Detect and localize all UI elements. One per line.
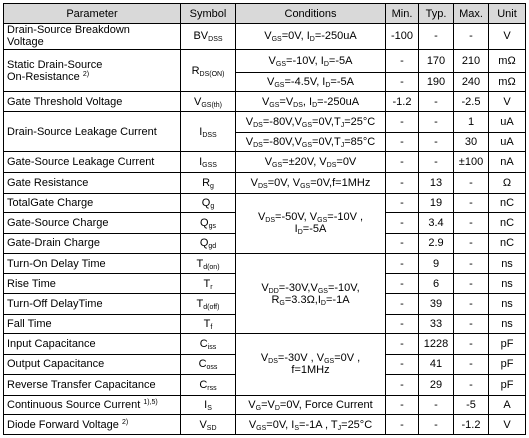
cell-symbol: $Q_{gs}$	[181, 213, 236, 234]
cell-unit: V	[489, 92, 526, 112]
table-row	[4, 253, 526, 274]
cell-typ: 9	[419, 253, 454, 274]
cell-unit: nA	[489, 152, 526, 173]
header-symbol: Symbol	[181, 4, 236, 24]
cell-conditions: $V_{DS}=0V$, $V_{GS}=0V,f=1MHz$	[236, 173, 386, 194]
cell-max: 1	[454, 111, 489, 132]
cell-unit: mΩ	[489, 49, 526, 72]
electrical-characteristics-table	[3, 3, 526, 435]
table-row	[4, 111, 526, 132]
cell-min: -	[386, 234, 419, 254]
cell-max: -	[454, 274, 489, 294]
cell-unit: nC	[489, 213, 526, 234]
cell-max: -5	[454, 395, 489, 415]
cell-parameter: Reverse Transfer Capacitance	[4, 374, 181, 395]
cell-max: -	[454, 314, 489, 334]
cell-typ: 190	[419, 72, 454, 92]
cell-typ: 13	[419, 173, 454, 194]
cell-unit: pF	[489, 334, 526, 355]
cell-parameter: Turn-On Delay Time	[4, 253, 181, 274]
cell-typ: 19	[419, 193, 454, 213]
cell-typ: 6	[419, 274, 454, 294]
cell-conditions: $V_G=V_D=0V$, Force Current	[236, 395, 386, 415]
cell-min: -1.2	[386, 92, 419, 112]
cell-symbol: $R_{DS(ON)}$	[181, 49, 236, 91]
cell-typ: -	[419, 132, 454, 152]
cell-conditions: $V_{GS}=\pm 20V$, $V_{DS}=0V$	[236, 152, 386, 173]
cell-typ: -	[419, 24, 454, 50]
cell-parameter: Diode Forward Voltage $^{2)}$	[4, 415, 181, 435]
cell-min: -	[386, 253, 419, 274]
cell-typ: -	[419, 152, 454, 173]
table-row	[4, 415, 526, 435]
cell-unit: pF	[489, 374, 526, 395]
cell-conditions: $V_{GS}=0V$, $I_D=-250uA$	[236, 24, 386, 50]
cell-parameter: Fall Time	[4, 314, 181, 334]
cell-conditions: $V_{GS}=0V$, $I_S=-1A$ , $T_J=25^\circ C$	[236, 415, 386, 435]
cell-symbol: $R_g$	[181, 173, 236, 194]
cell-max: -1.2	[454, 415, 489, 435]
cell-max: 240	[454, 72, 489, 92]
cell-unit: Ω	[489, 173, 526, 194]
cell-typ: -	[419, 395, 454, 415]
cell-symbol: $C_{rss}$	[181, 374, 236, 395]
table-row	[4, 92, 526, 112]
cell-unit: V	[489, 415, 526, 435]
header-unit: Unit	[489, 4, 526, 24]
cell-conditions: $V_{GS}=-10V$, $I_D=-5A$	[236, 49, 386, 72]
cell-unit: nC	[489, 193, 526, 213]
cell-typ: -	[419, 415, 454, 435]
cell-parameter: TotalGate Charge	[4, 193, 181, 213]
cell-parameter: Output Capacitance	[4, 355, 181, 375]
cell-max: -	[454, 374, 489, 395]
cell-typ: 39	[419, 294, 454, 315]
cell-conditions: $V_{DS}=-80V,V_{GS}=0V,T_J=25^\circ C$	[236, 111, 386, 132]
cell-parameter: Rise Time	[4, 274, 181, 294]
cell-max: ±100	[454, 152, 489, 173]
cell-parameter: Gate-Source Leakage Current	[4, 152, 181, 173]
cell-parameter: Input Capacitance	[4, 334, 181, 355]
cell-unit: ns	[489, 314, 526, 334]
cell-typ: 170	[419, 49, 454, 72]
cell-conditions: $V_{DS}=-30V$ , $V_{GS}=0V$ , f=1MHz	[236, 334, 386, 395]
cell-typ: 3.4	[419, 213, 454, 234]
cell-symbol: $T_f$	[181, 314, 236, 334]
cell-max: 210	[454, 49, 489, 72]
cell-symbol: $I_{GSS}$	[181, 152, 236, 173]
cell-typ: 1228	[419, 334, 454, 355]
cell-parameter: Drain-Source Breakdown Voltage	[4, 24, 181, 50]
cell-typ: 33	[419, 314, 454, 334]
table-body	[4, 24, 526, 435]
cell-min: -	[386, 132, 419, 152]
header-parameter: Parameter	[4, 4, 181, 24]
cell-max: -2.5	[454, 92, 489, 112]
cell-min: -	[386, 274, 419, 294]
table-row	[4, 24, 526, 50]
cell-min: -	[386, 355, 419, 375]
cell-unit: ns	[489, 294, 526, 315]
cell-typ: 2.9	[419, 234, 454, 254]
cell-typ: -	[419, 111, 454, 132]
cell-symbol: $I_S$	[181, 395, 236, 415]
cell-conditions: $V_{GS}=-4.5V$, $I_D=-5A$	[236, 72, 386, 92]
cell-unit: ns	[489, 274, 526, 294]
cell-max: 30	[454, 132, 489, 152]
cell-min: -	[386, 72, 419, 92]
cell-unit: V	[489, 24, 526, 50]
cell-parameter: Gate-Source Charge	[4, 213, 181, 234]
cell-max: -	[454, 24, 489, 50]
cell-parameter: Gate Threshold Voltage	[4, 92, 181, 112]
header-min: Min.	[386, 4, 419, 24]
cell-min: -	[386, 173, 419, 194]
cell-max: -	[454, 193, 489, 213]
cell-min: -	[386, 111, 419, 132]
cell-unit: uA	[489, 132, 526, 152]
table-row	[4, 395, 526, 415]
cell-symbol: $V_{GS(th)}$	[181, 92, 236, 112]
cell-conditions: $V_{DS}=-50V$, $V_{GS}=-10V$ , $I_D=-5A$	[236, 193, 386, 253]
cell-min: -100	[386, 24, 419, 50]
cell-unit: mΩ	[489, 72, 526, 92]
cell-conditions: $V_{DD}=-30V,V_{GS}=-10V$, $R_G=3.3\Omega,I_D=-1A$	[236, 253, 386, 334]
cell-symbol: $Q_{gd}$	[181, 234, 236, 254]
cell-conditions: $V_{GS}=V_{DS}$, $I_D=-250uA$	[236, 92, 386, 112]
cell-unit: A	[489, 395, 526, 415]
table-row	[4, 334, 526, 355]
header-typ: Typ.	[419, 4, 454, 24]
cell-parameter: Gate-Drain Charge	[4, 234, 181, 254]
cell-max: -	[454, 213, 489, 234]
cell-min: -	[386, 395, 419, 415]
cell-symbol: $T_{d(on)}$	[181, 253, 236, 274]
cell-conditions: $V_{DS}=-80V,V_{GS}=0V,T_J=85^\circ C$	[236, 132, 386, 152]
cell-symbol: $C_{oss}$	[181, 355, 236, 375]
cell-min: -	[386, 213, 419, 234]
cell-min: -	[386, 415, 419, 435]
cell-typ: 41	[419, 355, 454, 375]
cell-unit: pF	[489, 355, 526, 375]
cell-max: -	[454, 294, 489, 315]
cell-min: -	[386, 193, 419, 213]
cell-min: -	[386, 152, 419, 173]
header-max: Max.	[454, 4, 489, 24]
table-row	[4, 173, 526, 194]
cell-max: -	[454, 334, 489, 355]
cell-max: -	[454, 253, 489, 274]
cell-min: -	[386, 374, 419, 395]
table-row	[4, 193, 526, 213]
cell-symbol: $T_r$	[181, 274, 236, 294]
cell-min: -	[386, 294, 419, 315]
cell-parameter: Static Drain-Source On-Resistance $^{2)}$	[4, 49, 181, 91]
cell-symbol: $V_{SD}$	[181, 415, 236, 435]
cell-min: -	[386, 49, 419, 72]
cell-symbol: $C_{iss}$	[181, 334, 236, 355]
cell-unit: ns	[489, 253, 526, 274]
cell-parameter: Continuous Source Current $^{1),5)}$	[4, 395, 181, 415]
cell-symbol: $T_{d(off)}$	[181, 294, 236, 315]
header-conditions: Conditions	[236, 4, 386, 24]
cell-symbol: $BV_{DSS}$	[181, 24, 236, 50]
cell-min: -	[386, 314, 419, 334]
cell-min: -	[386, 334, 419, 355]
cell-typ: 29	[419, 374, 454, 395]
table-row	[4, 152, 526, 173]
cell-typ: -	[419, 92, 454, 112]
table-header-row	[4, 4, 526, 24]
cell-max: -	[454, 355, 489, 375]
cell-symbol: $Q_g$	[181, 193, 236, 213]
cell-unit: uA	[489, 111, 526, 132]
cell-max: -	[454, 173, 489, 194]
cell-max: -	[454, 234, 489, 254]
cell-symbol: $I_{DSS}$	[181, 111, 236, 151]
cell-unit: nC	[489, 234, 526, 254]
cell-parameter: Turn-Off DelayTime	[4, 294, 181, 315]
table-row	[4, 49, 526, 72]
cell-parameter: Gate Resistance	[4, 173, 181, 194]
cell-parameter: Drain-Source Leakage Current	[4, 111, 181, 151]
